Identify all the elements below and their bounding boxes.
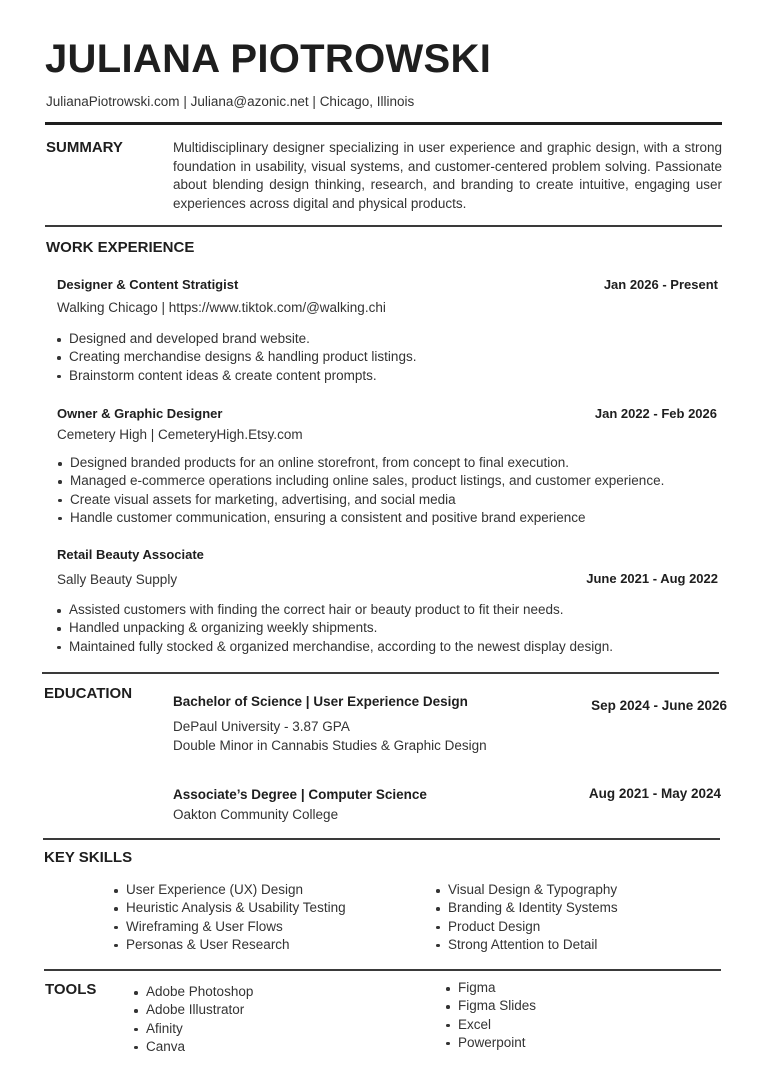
- tools-right: [446, 979, 536, 1052]
- job-title: Designer & Content Stratigist: [57, 277, 239, 292]
- header-divider: [45, 122, 722, 125]
- list-item: Personas & User Research: [114, 936, 346, 954]
- list-item: Excel: [446, 1016, 536, 1034]
- degree-detail: Double Minor in Cannabis Studies & Graphic Design: [173, 738, 487, 753]
- list-item: User Experience (UX) Design: [114, 881, 346, 899]
- list-item: Heuristic Analysis & Usability Testing: [114, 899, 346, 917]
- list-item: Figma: [446, 979, 536, 997]
- list-item: Create visual assets for marketing, advertising, and social media: [58, 491, 664, 509]
- job-org: Cemetery High | CemeteryHigh.Etsy.com: [57, 427, 303, 442]
- job-bullets: [58, 454, 664, 527]
- summary-text: Multidisciplinary designer specializing in user experience and graphic design, with a strong foundation in usability, visual systems, and customer-centered problem solving. Passionate about blending design thinking, research, and branding to create intuitive, engaging user experiences across digital and physical products.: [173, 140, 722, 211]
- key-skills-right: [436, 881, 618, 954]
- job-title: Retail Beauty Associate: [57, 547, 204, 562]
- list-item: Visual Design & Typography: [436, 881, 618, 899]
- list-item: Managed e-commerce operations including online sales, product listings, and customer experience.: [58, 472, 664, 490]
- contact-location: Chicago, Illinois: [319, 94, 415, 109]
- list-item: Assisted customers with finding the correct hair or beauty product to fit their needs.: [57, 601, 613, 619]
- degree-title: Bachelor of Science | User Experience Design: [173, 694, 468, 709]
- list-item: Powerpoint: [446, 1034, 536, 1052]
- degree-school: Oakton Community College: [173, 807, 339, 822]
- list-item: Figma Slides: [446, 997, 536, 1015]
- job-bullets: [57, 601, 613, 656]
- skills-divider: [44, 969, 721, 971]
- tools-heading: TOOLS: [45, 981, 97, 998]
- list-item: Strong Attention to Detail: [436, 936, 618, 954]
- tools-left: [134, 983, 253, 1056]
- job-dates: Jan 2026 - Present: [603, 277, 718, 292]
- contact-line: [46, 93, 414, 110]
- resume-name: JULIANA PIOTROWSKI: [45, 37, 492, 81]
- degree-school: DePaul University - 3.87 GPA: [173, 719, 350, 734]
- contact-separator: |: [312, 94, 316, 109]
- education-heading: EDUCATION: [44, 685, 133, 702]
- job-dates: June 2021 - Aug 2022: [586, 571, 718, 586]
- list-item: Branding & Identity Systems: [436, 899, 618, 917]
- list-item: Designed branded products for an online storefront, from concept to final execution.: [58, 454, 664, 472]
- education-divider: [43, 838, 720, 840]
- key-skills-heading: KEY SKILLS: [44, 849, 133, 866]
- list-item: Handled unpacking & organizing weekly shipments.: [57, 619, 613, 637]
- list-item: Designed and developed brand website.: [57, 330, 416, 348]
- list-item: Handle customer communication, ensuring a consistent and positive brand experience: [58, 509, 664, 527]
- degree-dates: Sep 2024 - June 2026: [591, 698, 727, 713]
- work-divider: [42, 672, 719, 674]
- list-item: Adobe Photoshop: [134, 983, 253, 1001]
- summary-heading: SUMMARY: [46, 139, 123, 156]
- job-dates: Jan 2022 - Feb 2026: [594, 406, 717, 421]
- list-item: Adobe Illustrator: [134, 1001, 253, 1019]
- contact-website[interactable]: JulianaPiotrowski.com: [46, 94, 180, 109]
- list-item: Brainstorm content ideas & create content prompts.: [57, 367, 416, 385]
- list-item: Canva: [134, 1038, 253, 1056]
- job-org: Sally Beauty Supply: [57, 572, 178, 587]
- list-item: Maintained fully stocked & organized merchandise, according to the newest display design.: [57, 638, 613, 656]
- contact-email[interactable]: Juliana@azonic.net: [190, 94, 309, 109]
- list-item: Wireframing & User Flows: [114, 918, 346, 936]
- work-experience-heading: WORK EXPERIENCE: [46, 239, 195, 256]
- list-item: Product Design: [436, 918, 618, 936]
- job-title: Owner & Graphic Designer: [57, 406, 223, 421]
- key-skills-left: [114, 881, 346, 954]
- contact-separator: |: [183, 94, 187, 109]
- list-item: Afinity: [134, 1020, 253, 1038]
- job-org: Walking Chicago | https://www.tiktok.com/@walking.chi: [57, 300, 386, 315]
- degree-dates: Aug 2021 - May 2024: [588, 786, 721, 801]
- list-item: Creating merchandise designs & handling product listings.: [57, 348, 416, 366]
- degree-title: Associate’s Degree | Computer Science: [173, 787, 427, 802]
- summary-divider: [45, 225, 722, 227]
- job-bullets: [57, 330, 416, 385]
